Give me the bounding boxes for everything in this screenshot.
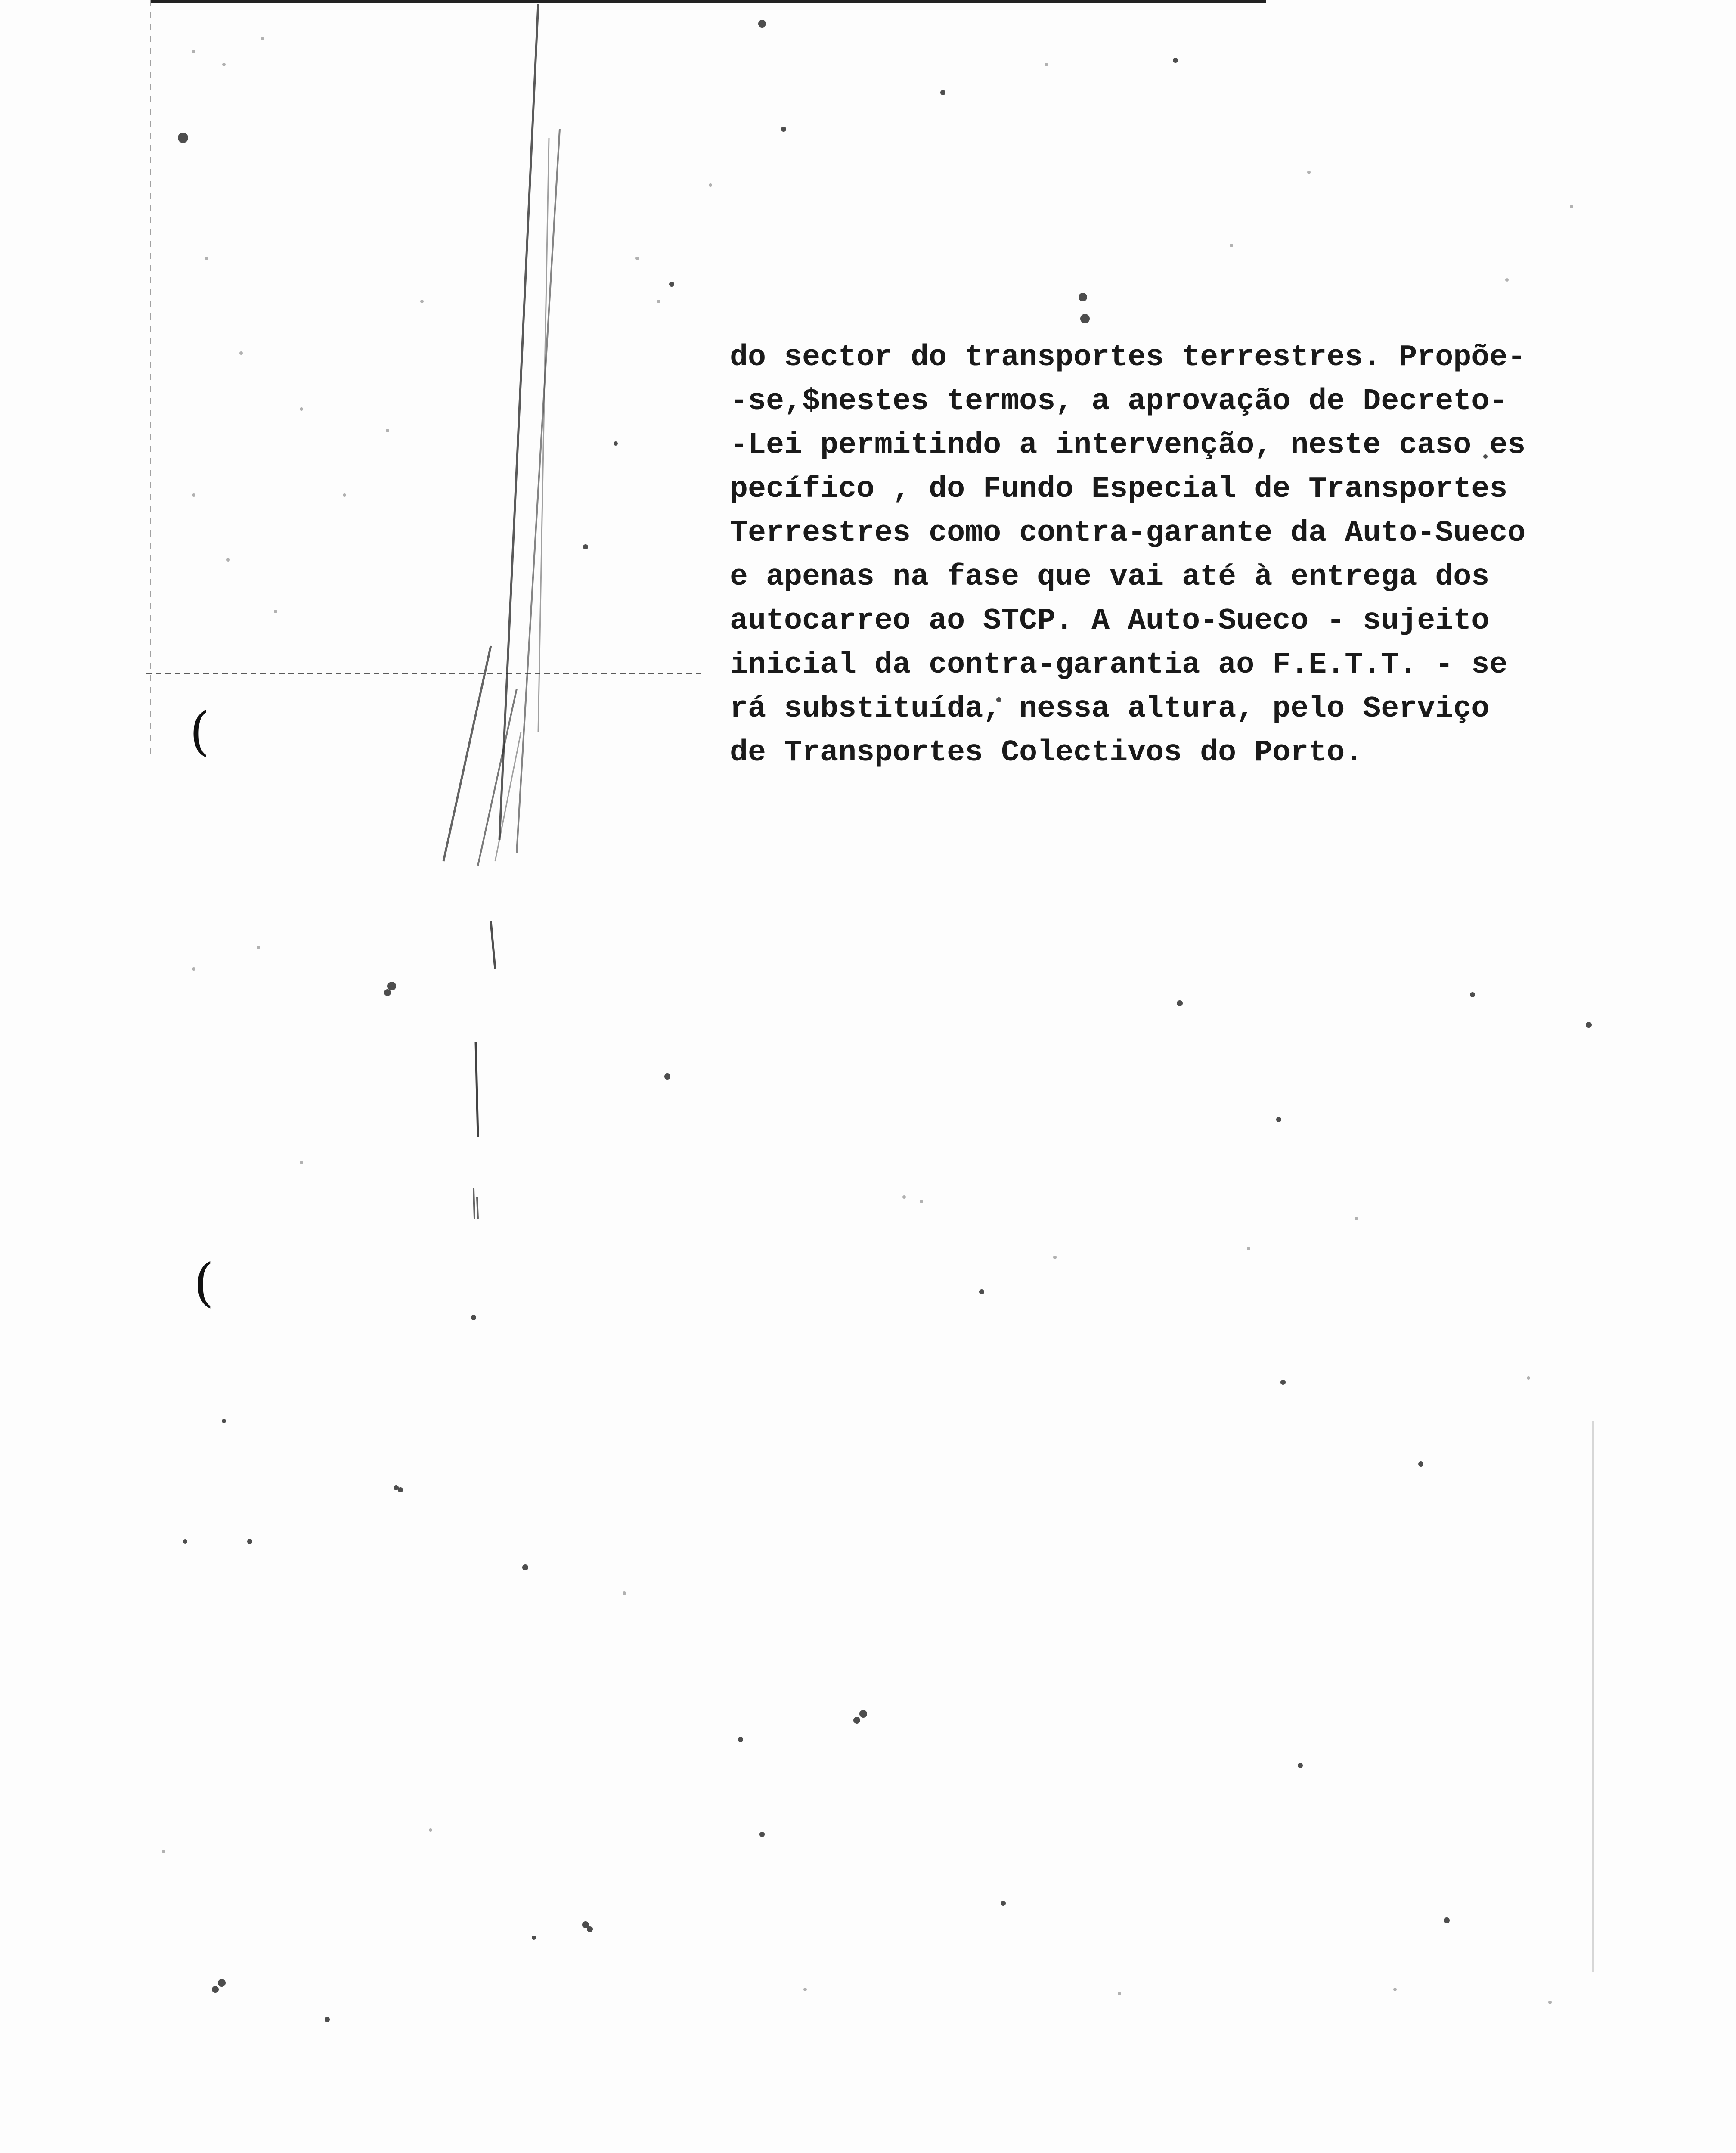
binding-hole-mark-upper: ( <box>189 702 210 762</box>
text-line-6: e apenas na fase que vai até à entrega dos <box>730 560 1490 594</box>
text-line-2: -se,$nestes termos, a aprovação de Decreto- <box>730 385 1508 419</box>
text-line-3: -Lei permitindo a intervenção, neste caso es <box>730 428 1526 462</box>
text-line-9: rá substituída, nessa altura, pelo Serviço <box>730 692 1490 726</box>
text-line-5: Terrestres como contra-garante da Auto-Sueco <box>730 516 1526 550</box>
text-line-8: inicial da contra-garantia ao F.E.T.T. - se <box>730 648 1508 682</box>
typed-paragraph <box>730 336 1526 775</box>
text-line-1: do sector do transportes terrestres. Propõe- <box>730 341 1526 375</box>
text-line-10: de Transportes Colectivos do Porto. <box>730 736 1363 770</box>
text-line-4: pecífico , do Fundo Especial de Transportes <box>730 472 1508 506</box>
text-line-7: autocarreo ao STCP. A Auto-Sueco - sujeito <box>730 604 1490 638</box>
binding-hole-mark-lower: ( <box>194 1253 214 1313</box>
